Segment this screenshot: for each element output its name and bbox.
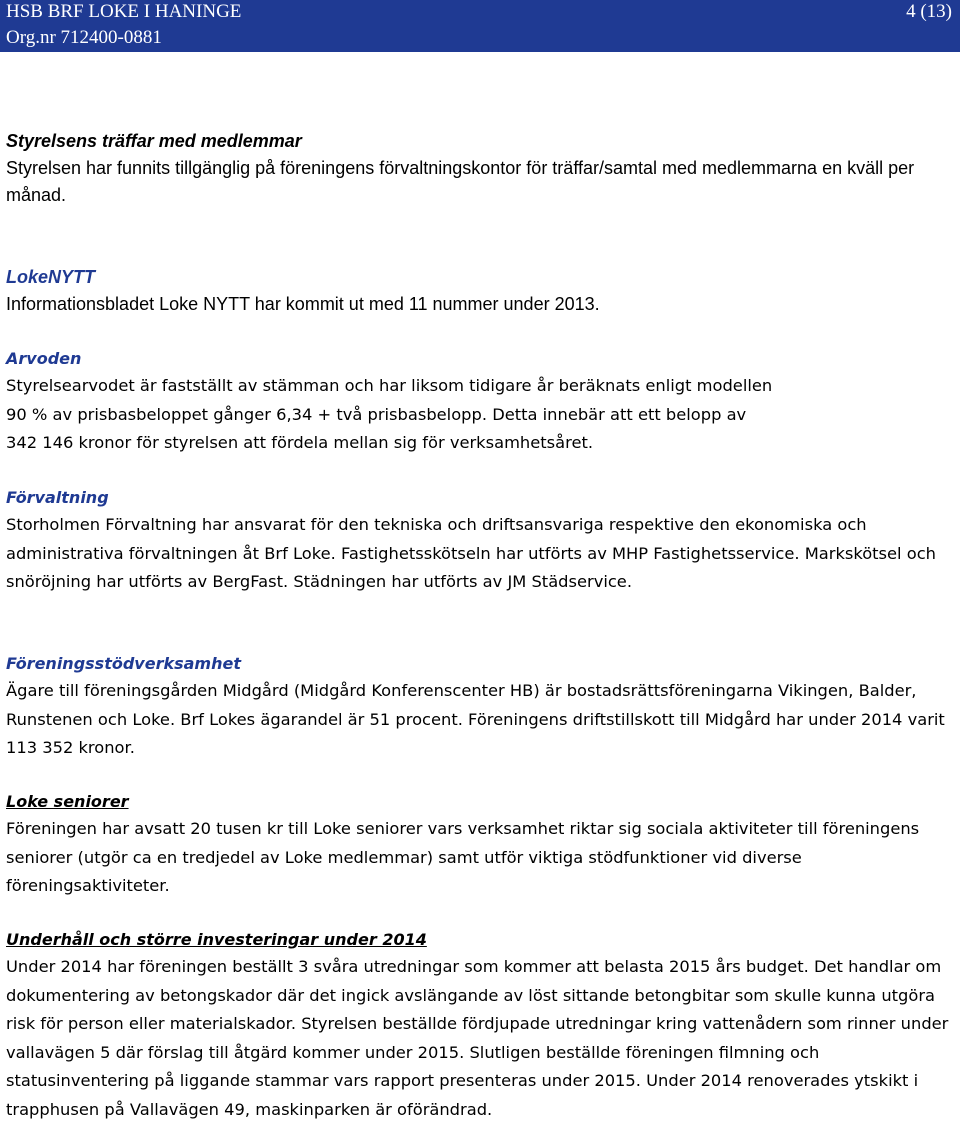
section-arvoden xyxy=(6,345,956,458)
section-body: Informationsbladet Loke NYTT har kommit ut med 11 nummer under 2013. xyxy=(6,294,600,314)
section-body: Styrelsen har funnits tillgänglig på föreningens förvaltningskontor för träffar/samtal med medlemmarna en kväll per månad. xyxy=(6,158,915,205)
section-lokenytt xyxy=(6,264,956,318)
page-number: 4 (13) xyxy=(906,1,952,22)
organization-name: HSB BRF LOKE I HANINGE xyxy=(6,1,242,22)
document-header xyxy=(0,0,960,52)
section-seniorer xyxy=(6,788,956,901)
section-title: Föreningsstödverksamhet xyxy=(6,654,241,673)
section-body: Storholmen Förvaltning har ansvarat för den tekniska och driftsansvariga respektive den ekonomiska och administrativa förvaltningen åt Brf Loke. Fastighetsskötseln har utförts av MHP Fastighetsservice. Markskötsel och snöröjning har utförts av BergFast. Städningen har utförts av JM Städservice. xyxy=(6,515,936,592)
section-body: Under 2014 har föreningen beställt 3 svåra utredningar som kommer att belasta 2015 års budget. Det handlar om dokumentering av betongskador där det ingick avslängande av löst sittande betongbitar som skulle kunna utgöra risk för person eller materialskador. Styrelsen beställde fördjupade utredningar kring vattenådern som rinner under vallavägen 5 där förslag till åtgärd kommer under 2015. Slutligen beställde föreningen filmning och statusinventering på liggande stammar vars rapport presenteras under 2015. Under 2014 renoverades ytskikt i trapphusen på Vallavägen 49, maskinparken är oförändrad. xyxy=(6,957,949,1119)
section-forvaltning xyxy=(6,484,956,597)
section-title: Styrelsens träffar med medlemmar xyxy=(6,131,302,151)
section-title: Förvaltning xyxy=(6,488,109,507)
organization-number: Org.nr 712400-0881 xyxy=(6,27,162,48)
section-title: LokeNYTT xyxy=(6,267,96,287)
section-underhall xyxy=(6,926,956,1125)
section-traffar xyxy=(6,128,956,209)
section-body: Ägare till föreningsgården Midgård (Midgård Konferenscenter HB) är bostadsrättsföreningarna Vikingen, Balder, Runstenen och Loke. Brf Lokes ägarandel är 51 procent. Föreningens driftstillskott till Midgård har under 2014 varit 113 352 kronor. xyxy=(6,681,945,758)
section-title: Arvoden xyxy=(6,349,82,368)
section-title: Underhåll och större investeringar under 2014 xyxy=(6,930,427,949)
section-body: Styrelsearvodet är fastställt av stämman och har liksom tidigare år beräknats enligt modellen 90 % av prisbasbeloppet gånger 6,34 + två prisbasbelopp. Detta innebär att ett belopp av 342 146 kronor för styrelsen att fördela mellan sig för verksamhetsåret. xyxy=(6,376,773,453)
section-title: Loke seniorer xyxy=(6,792,129,811)
section-foreningsstod xyxy=(6,650,956,763)
section-body: Föreningen har avsatt 20 tusen kr till Loke seniorer vars verksamhet riktar sig sociala aktiviteter till föreningens seniorer (utgör ca en tredjedel av Loke medlemmar) samt utför viktiga stödfunktioner vid diverse föreningsaktiviteter. xyxy=(6,819,920,896)
